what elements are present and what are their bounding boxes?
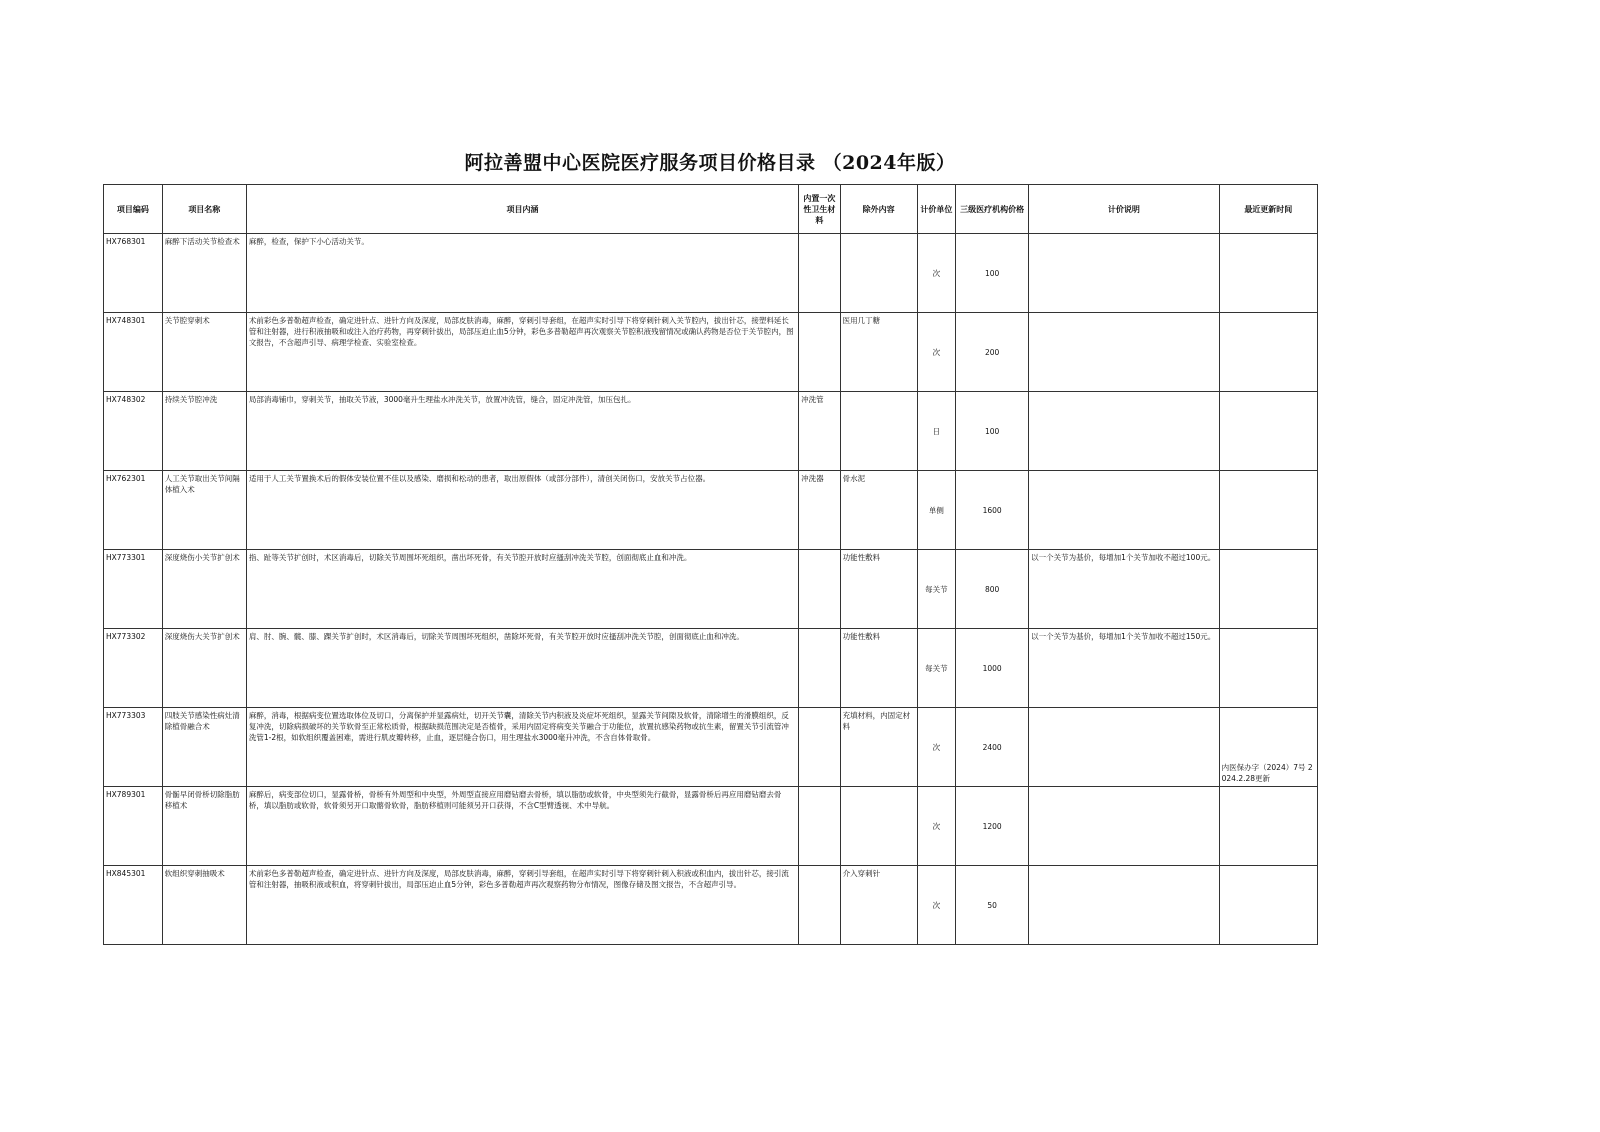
item-price: 800 (956, 550, 1029, 629)
table-row (104, 313, 1318, 392)
item-name: 软组织穿刺抽吸术 (162, 866, 246, 945)
item-exclude: 充填材料，内固定材料 (840, 708, 917, 787)
item-updated (1219, 629, 1317, 708)
item-unit: 次 (917, 866, 956, 945)
item-price: 1200 (956, 787, 1029, 866)
item-material (799, 708, 841, 787)
item-name: 四肢关节感染性病灶清除植骨融合术 (162, 708, 246, 787)
item-updated (1219, 550, 1317, 629)
item-material (799, 866, 841, 945)
item-note (1029, 234, 1220, 313)
table-row (104, 471, 1318, 550)
item-content: 麻醉，消毒，根据病变位置选取体位及切口，分离保护并显露病灶，切开关节囊，清除关节内积液及炎症坏死组织，显露关节间隙及软骨，清除增生的滑膜组织，反复冲洗，切除病损破坏的关节软骨至正常松质骨，根据缺损范围决定是否植骨，采用内固定将病变关节融合于功能位，放置抗感染药物或抗生素，留置关节引流管冲洗管1-2根，如软组织覆盖困难，需进行肌皮瓣转移，止血，逐层缝合伤口，用生理盐水3000毫升冲洗，不含自体骨取骨。 (246, 708, 798, 787)
item-name: 骨骺早闭骨桥切除脂肪移植术 (162, 787, 246, 866)
item-code: HX773303 (104, 708, 163, 787)
col-header: 最近更新时间 (1219, 185, 1317, 234)
col-header: 计价说明 (1029, 185, 1220, 234)
col-header: 项目编码 (104, 185, 163, 234)
item-note (1029, 392, 1220, 471)
table-row (104, 234, 1318, 313)
item-price: 1600 (956, 471, 1029, 550)
item-exclude: 医用几丁糖 (840, 313, 917, 392)
item-unit: 次 (917, 787, 956, 866)
table-row (104, 392, 1318, 471)
item-price: 1000 (956, 629, 1029, 708)
item-updated (1219, 313, 1317, 392)
item-updated (1219, 392, 1317, 471)
item-content: 麻醉，检查，保护下小心活动关节。 (246, 234, 798, 313)
col-header: 内置一次性卫生材料 (799, 185, 841, 234)
item-name: 深度烧伤小关节扩创术 (162, 550, 246, 629)
page-title: 阿拉善盟中心医院医疗服务项目价格目录 （2024年版） (464, 152, 956, 174)
item-name: 关节腔穿刺术 (162, 313, 246, 392)
item-exclude (840, 787, 917, 866)
item-unit: 次 (917, 234, 956, 313)
item-material (799, 234, 841, 313)
item-code: HX773301 (104, 550, 163, 629)
item-code: HX845301 (104, 866, 163, 945)
col-header: 计价单位 (917, 185, 956, 234)
item-updated (1219, 471, 1317, 550)
table-row (104, 787, 1318, 866)
item-note (1029, 313, 1220, 392)
item-updated (1219, 234, 1317, 313)
item-unit: 每关节 (917, 629, 956, 708)
item-note (1029, 708, 1220, 787)
item-name: 人工关节取出关节间隔体植入术 (162, 471, 246, 550)
price-table (103, 184, 1318, 945)
item-price: 200 (956, 313, 1029, 392)
item-exclude: 骨水泥 (840, 471, 917, 550)
item-code: HX762301 (104, 471, 163, 550)
item-exclude: 功能性敷料 (840, 550, 917, 629)
item-material (799, 629, 841, 708)
item-content: 局部消毒铺巾，穿刺关节，抽取关节液，3000毫升生理盐水冲洗关节，放置冲洗管，缝合，固定冲洗管，加压包扎。 (246, 392, 798, 471)
item-updated (1219, 787, 1317, 866)
item-name: 持续关节腔冲洗 (162, 392, 246, 471)
item-content: 肩、肘、腕、髋、膝、踝关节扩创时，术区消毒后，切除关节周围坏死组织，凿除坏死骨，有关节腔开放时应搔刮冲洗关节腔，创面彻底止血和冲洗。 (246, 629, 798, 708)
item-material (799, 550, 841, 629)
item-code: HX768301 (104, 234, 163, 313)
item-material (799, 787, 841, 866)
item-code: HX748302 (104, 392, 163, 471)
item-exclude (840, 234, 917, 313)
item-exclude: 介入穿刺针 (840, 866, 917, 945)
item-name: 深度烧伤大关节扩创术 (162, 629, 246, 708)
table-row (104, 629, 1318, 708)
item-note: 以一个关节为基价，每增加1个关节加收不超过150元。 (1029, 629, 1220, 708)
item-content: 术前彩色多普勒超声检查，确定进针点、进针方向及深度，局部皮肤消毒，麻醉，穿刺引导套组，在超声实时引导下将穿刺针刺入关节腔内，拔出针芯，接塑料延长管和注射器，进行积液抽吸和或注入治疗药物，再穿刺针拔出，局部压迫止血5分钟，彩色多普勒超声再次观察关节腔积液残留情况或确认药物是否位于关节腔内，图文报告，不含超声引导、病理学检查、实验室检查。 (246, 313, 798, 392)
item-content: 指、趾等关节扩创时，术区消毒后，切除关节周围坏死组织，凿出坏死骨，有关节腔开放时应搔刮冲洗关节腔，创面彻底止血和冲洗。 (246, 550, 798, 629)
item-material (799, 313, 841, 392)
item-note: 以一个关节为基价，每增加1个关节加收不超过100元。 (1029, 550, 1220, 629)
item-content: 术前彩色多普勒超声检查，确定进针点、进针方向及深度，局部皮肤消毒，麻醉，穿刺引导套组，在超声实时引导下将穿刺针刺入积液或积血内，拔出针芯，接引流管和注射器，抽吸积液或积血，将穿刺针拔出，局部压迫止血5分钟，彩色多普勒超声再次观察药物分布情况，图像存储及图文报告，不含超声引导。 (246, 866, 798, 945)
item-price: 100 (956, 234, 1029, 313)
col-header: 三级医疗机构价格 (956, 185, 1029, 234)
col-header: 除外内容 (840, 185, 917, 234)
item-code: HX748301 (104, 313, 163, 392)
item-code: HX789301 (104, 787, 163, 866)
item-note (1029, 471, 1220, 550)
item-content: 麻醉后，病变部位切口，显露骨桥，骨桥有外周型和中央型，外周型直接应用磨钻磨去骨桥，填以脂肪或软骨，中央型须先行截骨，显露骨桥后再应用磨钻磨去骨桥，填以脂肪或软骨，软骨须另开口取髂骨软骨，脂肪移植则可能须另开口获得，不含C型臂透视、术中导航。 (246, 787, 798, 866)
item-unit: 日 (917, 392, 956, 471)
table-row (104, 708, 1318, 787)
item-name: 麻醉下活动关节检查术 (162, 234, 246, 313)
item-unit: 次 (917, 313, 956, 392)
item-material: 冲洗管 (799, 392, 841, 471)
item-updated (1219, 866, 1317, 945)
table-row (104, 550, 1318, 629)
item-price: 50 (956, 866, 1029, 945)
item-material: 冲洗器 (799, 471, 841, 550)
item-content: 适用于人工关节置换术后的假体安装位置不佳以及感染、磨损和松动的患者，取出原假体（或部分部件），清创关闭伤口，安放关节占位器。 (246, 471, 798, 550)
item-unit: 单侧 (917, 471, 956, 550)
table-row (104, 866, 1318, 945)
item-price: 100 (956, 392, 1029, 471)
item-note (1029, 866, 1220, 945)
item-exclude: 功能性敷料 (840, 629, 917, 708)
item-price: 2400 (956, 708, 1029, 787)
item-unit: 次 (917, 708, 956, 787)
item-unit: 每关节 (917, 550, 956, 629)
item-exclude (840, 392, 917, 471)
col-header: 项目内涵 (246, 185, 798, 234)
header-row (104, 185, 1318, 234)
item-code: HX773302 (104, 629, 163, 708)
item-updated: 内医保办字（2024）7号 2024.2.28更新 (1219, 708, 1317, 787)
item-note (1029, 787, 1220, 866)
col-header: 项目名称 (162, 185, 246, 234)
